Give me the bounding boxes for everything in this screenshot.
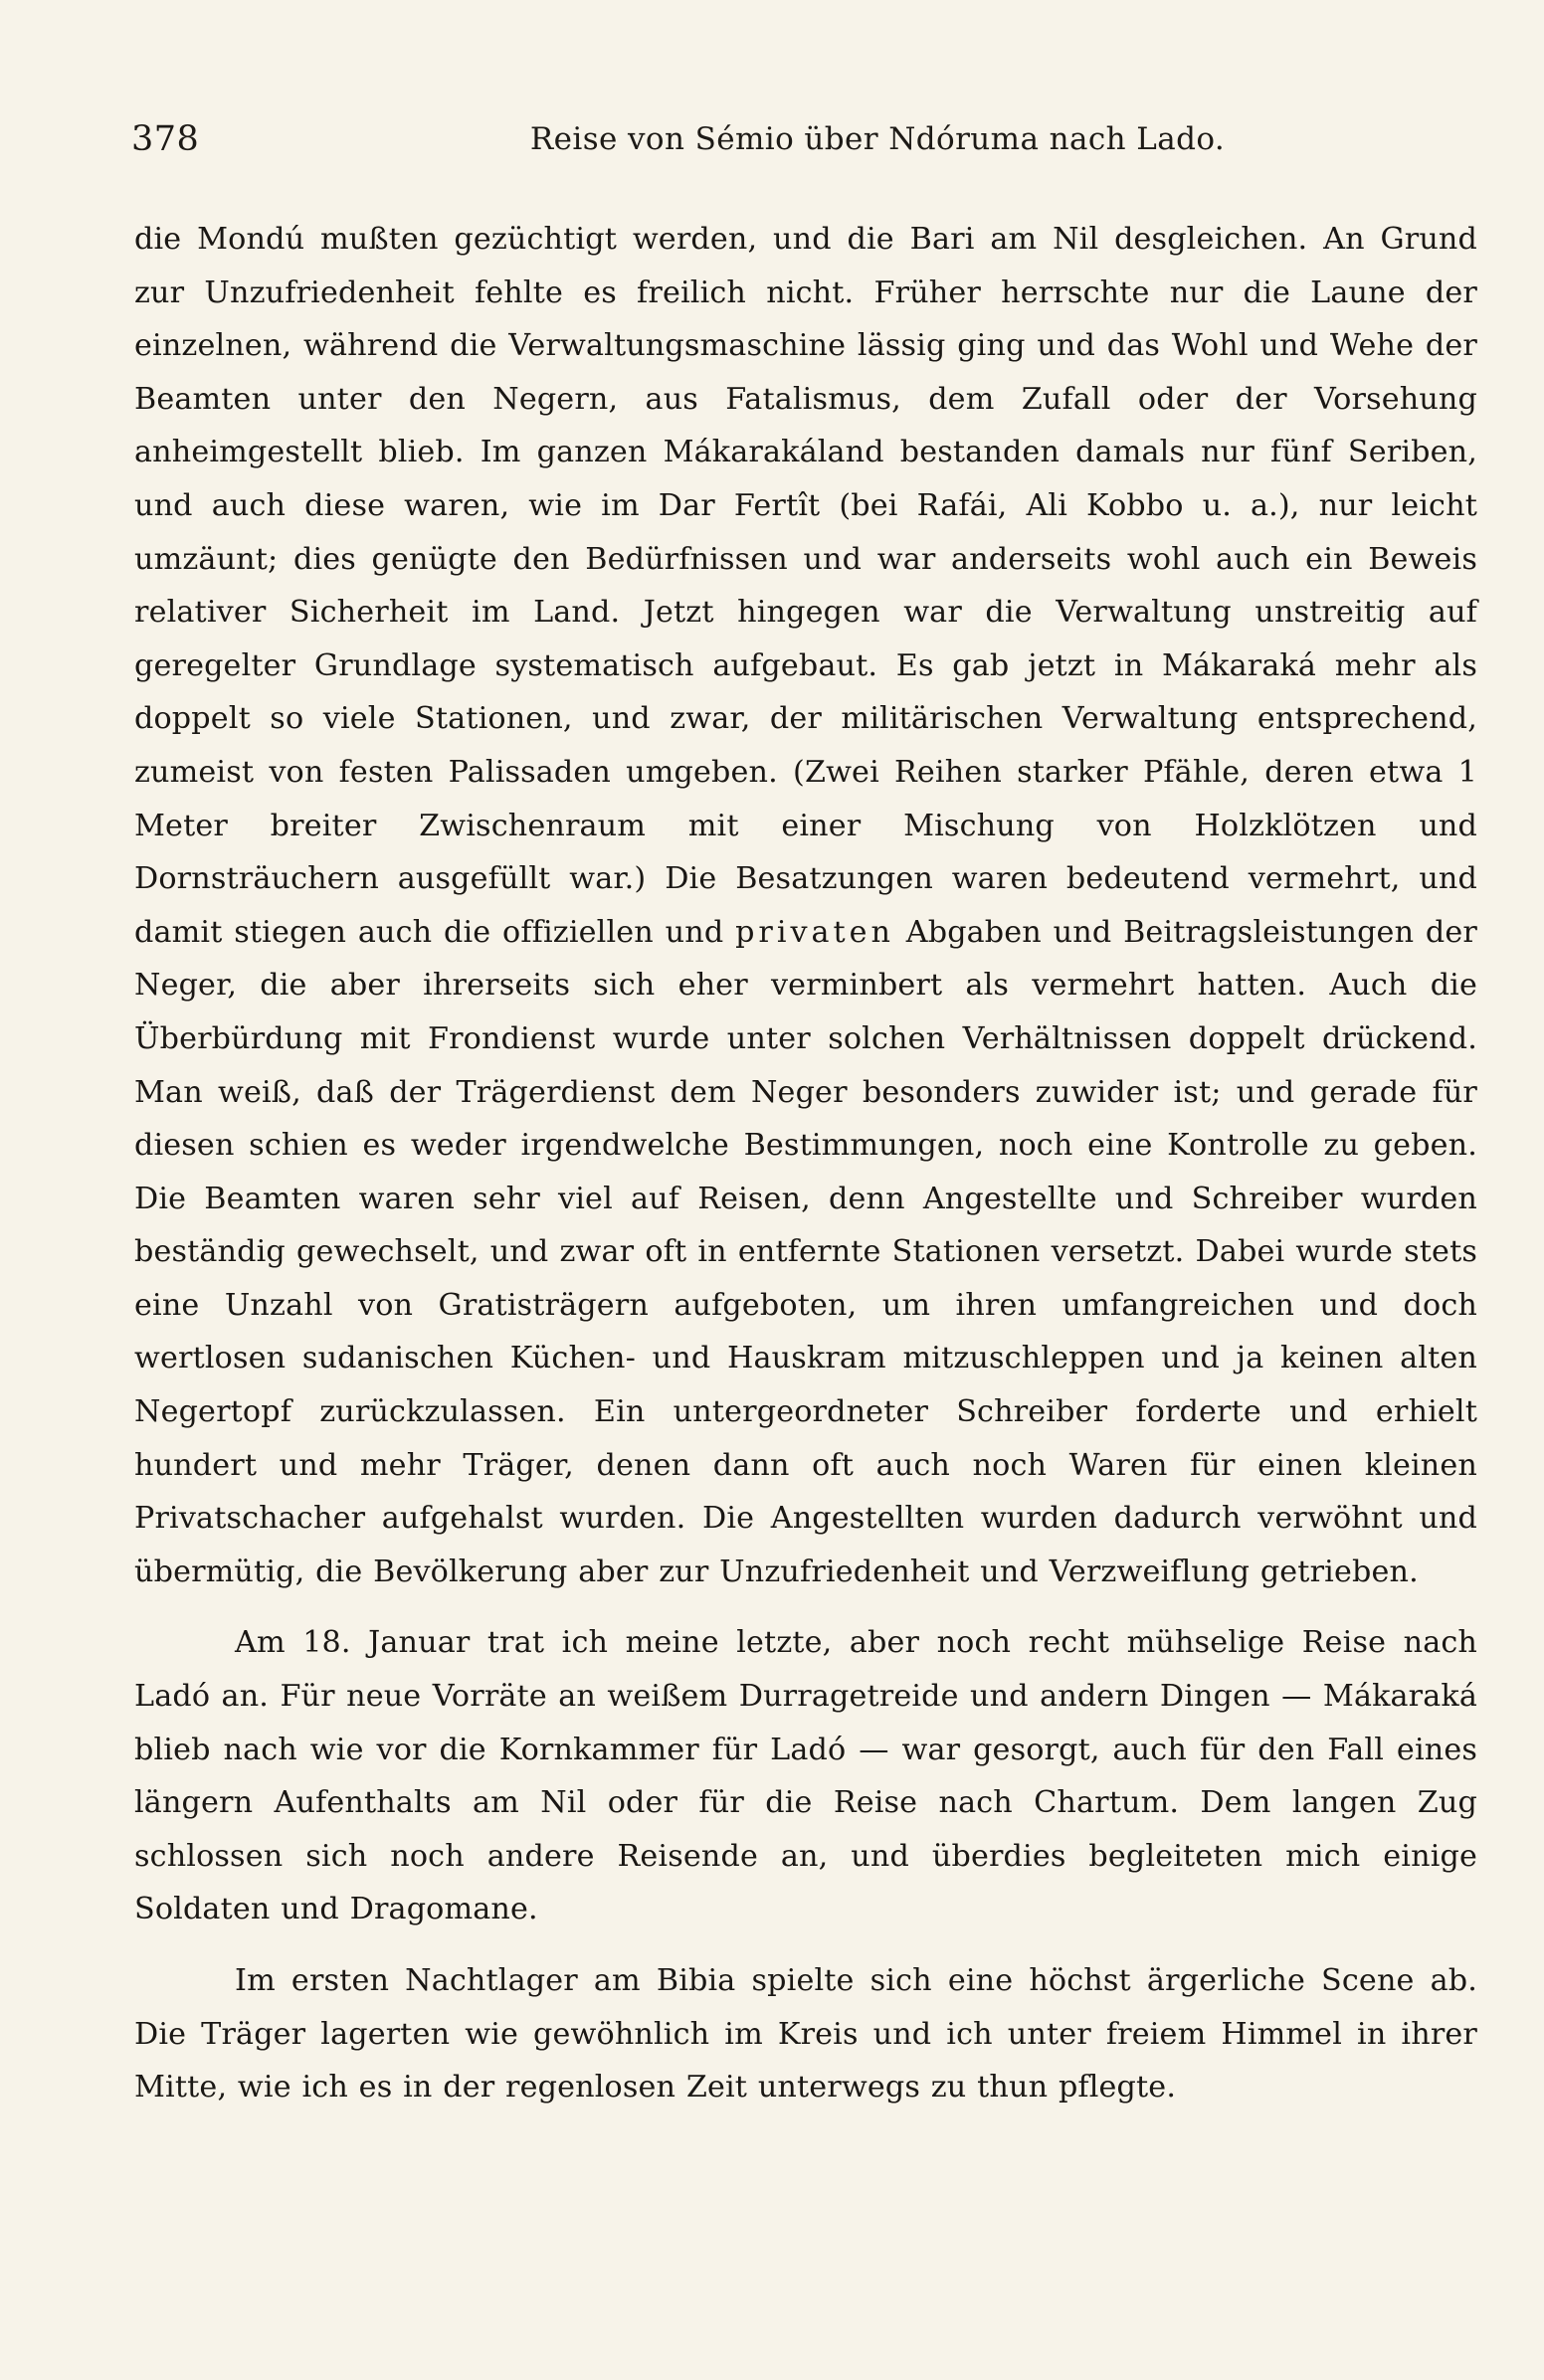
spaced-emphasis-word: privaten: [735, 914, 894, 950]
paragraph-1-text-before: die Mondú mußten gezüchtigt werden, und die Bari am Nil desgleichen. An Grund zur Unzufriedenheit fehlte es freilich nicht. Früher herrschte nur die Laune der einzelnen, während die Verwaltungsmaschine lässig ging und das Wohl und Wehe der Beamten unter den Negern, aus Fatalismus, dem Zufall oder der Vorsehung anheimgestellt blieb. Im ganzen Mákarakáland bestanden damals nur fünf Seriben, und auch diese waren, wie im Dar Fertît (bei Rafái, Ali Kobbo u. a.), nur leicht umzäunt; dies genügte den Bedürfnissen und war anderseits wohl auch ein Beweis relativer Sicherheit im Land. Jetzt hingegen war die Verwaltung unstreitig auf geregelter Grundlage systematisch aufgebaut. Es gab jetzt in Mákaraká mehr als doppelt so viele Stationen, und zwar, der militärischen Verwaltung entsprechend, zumeist von festen Palissaden umgeben. (Zwei Reihen starker Pfähle, deren etwa 1 Meter breiter Zwischenraum mit einer Mischung von Holzklötzen und Dornsträuchern ausgefüllt war.) Die Besatzungen waren bedeutend vermehrt, und damit stiegen auch die offiziellen und: [134, 222, 1477, 950]
page-header: [131, 119, 1479, 179]
paragraph-1: [134, 213, 1477, 1598]
body-text: [134, 213, 1477, 2331]
paragraph-2: Am 18. Januar trat ich meine letzte, aber noch recht mühselige Reise nach Ladó an. Für neue Vorräte an weißem Durragetreide und andern Dingen — Mákaraká blieb nach wie vor die Kornkammer für Ladó — war gesorgt, auch für den Fall eines längern Aufenthalts am Nil oder für die Reise nach Chartum. Dem langen Zug schlossen sich noch andere Reisende an, und überdies begleiteten mich einige Soldaten und Dragomane.: [134, 1625, 1477, 1927]
running-title: Reise von Sémio über Ndóruma nach Lado.: [529, 121, 1226, 157]
paragraph-1-text-after: Abgaben und Beitragsleistungen der Neger, die aber ihrerseits sich eher verminbert als vermehrt hatten. Auch die Überbürdung mit Frondienst wurde unter solchen Verhältnissen doppelt drückend. Man weiß, daß der Trägerdienst dem Neger besonders zuwider ist; und gerade für diesen schien es weder irgendwelche Bestimmungen, noch eine Kontrolle zu geben. Die Beamten waren sehr viel auf Reisen, denn Angestellte und Schreiber wurden beständig gewechselt, und zwar oft in entfernte Stationen versetzt. Dabei wurde stets eine Unzahl von Gratisträgern aufgeboten, um ihren umfangreichen und doch wertlosen sudanischen Küchen- und Hauskram mitzuschleppen und ja keinen alten Negertopf zurückzulassen. Ein untergeordneter Schreiber forderte und erhielt hundert und mehr Träger, denen dann oft auch noch Waren für einen kleinen Privatschacher aufgehalst wurden. Die Angestellten wurden dadurch verwöhnt und übermütig, die Bevölkerung aber zur Unzufriedenheit und Verzweiflung getrieben.: [134, 914, 1477, 1589]
page-number: 378: [131, 119, 200, 159]
paragraph-3: Im ersten Nachtlager am Bibia spielte sich eine höchst ärgerliche Scene ab. Die Träger lagerten wie gewöhnlich im Kreis und ich unter freiem Himmel in ihrer Mitte, wie ich es in der regenlosen Zeit unterwegs zu thun pflegte.: [134, 1963, 1477, 2105]
